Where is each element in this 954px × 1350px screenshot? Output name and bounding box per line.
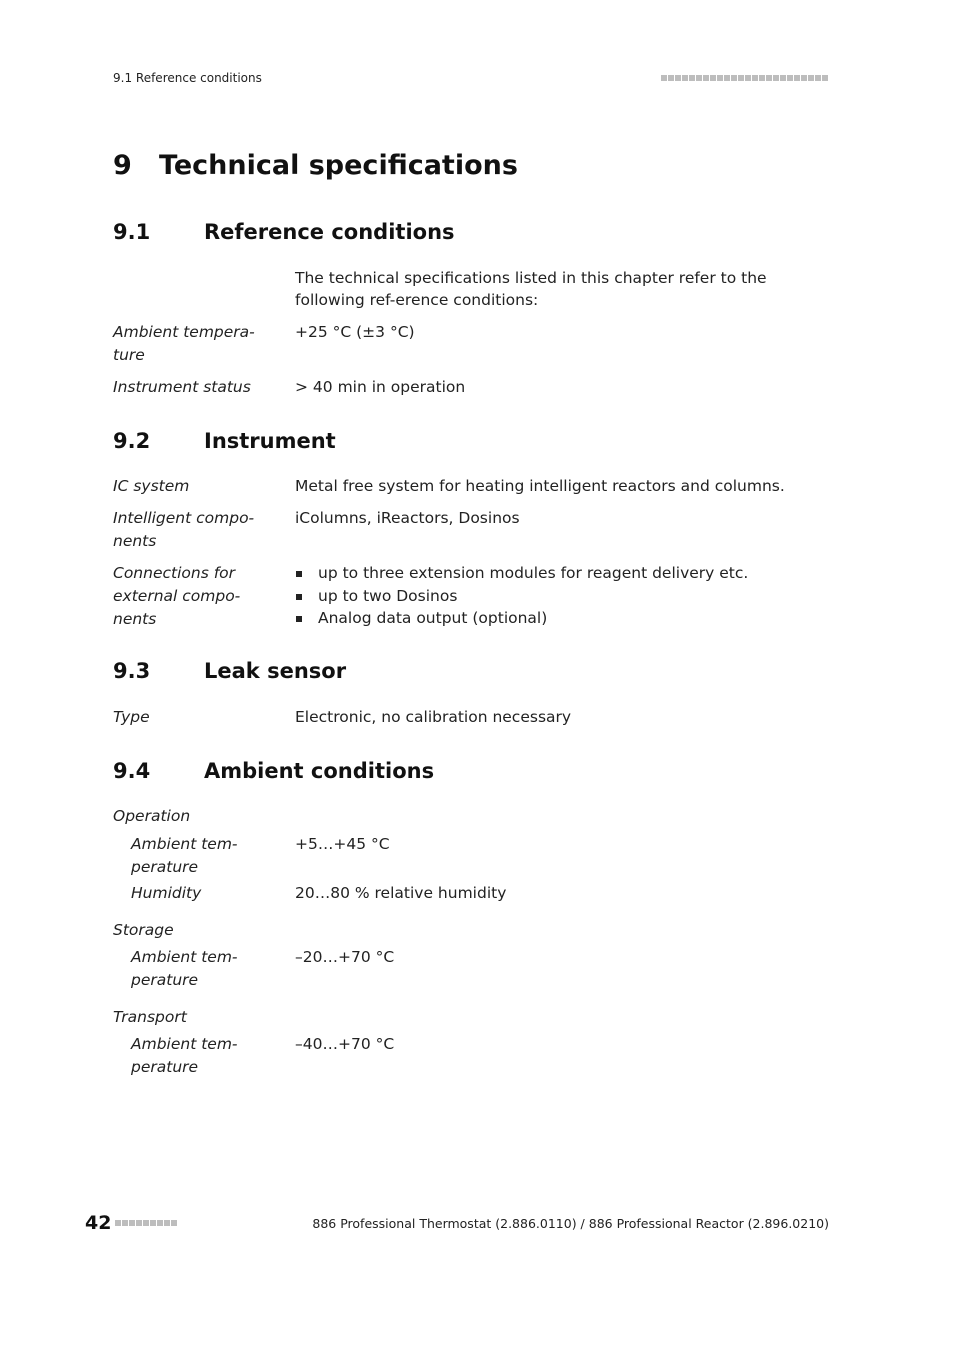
running-header: 9.1 Reference conditions [113, 71, 262, 85]
connections-list [295, 562, 830, 630]
chapter-number: 9 [113, 150, 132, 181]
header-decor-squares [661, 75, 828, 81]
list-item: up to three extension modules for reagent delivery etc. [295, 562, 830, 585]
section-title: Leak sensor [204, 659, 347, 683]
spec-value: Metal free system for heating intelligent reactors and columns. [295, 477, 785, 495]
spec-value: Electronic, no calibration necessary [295, 708, 572, 726]
group-label-storage: Storage [113, 921, 174, 939]
spec-value: +5…+45 °C [295, 835, 390, 853]
section-number: 9.4 [113, 759, 151, 783]
section-heading-instrument [113, 429, 336, 453]
section-title: Instrument [204, 429, 336, 453]
spec-label: Intelligent compo-nents [113, 509, 255, 550]
section-heading-ambient [113, 759, 434, 783]
spec-label: Humidity [131, 884, 202, 902]
spec-label: Type [113, 708, 150, 726]
page-number: 42 [85, 1212, 112, 1234]
spec-label: Ambient tem-perature [131, 835, 238, 876]
spec-label: Ambient tem-perature [131, 1035, 238, 1076]
group-label-operation: Operation [113, 807, 191, 825]
spec-value: iColumns, iReactors, Dosinos [295, 509, 520, 527]
section-heading-reference [113, 220, 455, 244]
spec-value: > 40 min in operation [295, 378, 466, 396]
group-label-transport: Transport [113, 1008, 187, 1026]
spec-label: Ambient tempera-ture [113, 323, 255, 364]
section-number: 9.3 [113, 659, 151, 683]
footer-decor-squares [115, 1220, 177, 1226]
chapter-title [113, 150, 518, 181]
spec-label: IC system [113, 477, 190, 495]
reference-intro: The technical specifications listed in this chapter refer to the following ref-erence conditions: [295, 269, 767, 309]
section-title: Ambient conditions [204, 759, 435, 783]
section-title: Reference conditions [204, 220, 455, 244]
list-item: up to two Dosinos [295, 585, 830, 608]
spec-label: Connections for external compo-nents [113, 564, 241, 628]
section-number: 9.2 [113, 429, 151, 453]
spec-value: –20…+70 °C [295, 948, 395, 966]
section-heading-leak-sensor [113, 659, 346, 683]
spec-value: –40…+70 °C [295, 1035, 395, 1053]
chapter-title-text: Technical specifications [159, 150, 518, 181]
section-number: 9.1 [113, 220, 151, 244]
spec-label: Instrument status [113, 378, 251, 396]
spec-value: +25 °C (±3 °C) [295, 323, 415, 341]
spec-label: Ambient tem-perature [131, 948, 238, 989]
list-item: Analog data output (optional) [295, 607, 830, 630]
footer-product-title: 886 Professional Thermostat (2.886.0110) / 886 Professional Reactor (2.896.0210) [312, 1216, 829, 1231]
spec-value: 20…80 % relative humidity [295, 884, 507, 902]
